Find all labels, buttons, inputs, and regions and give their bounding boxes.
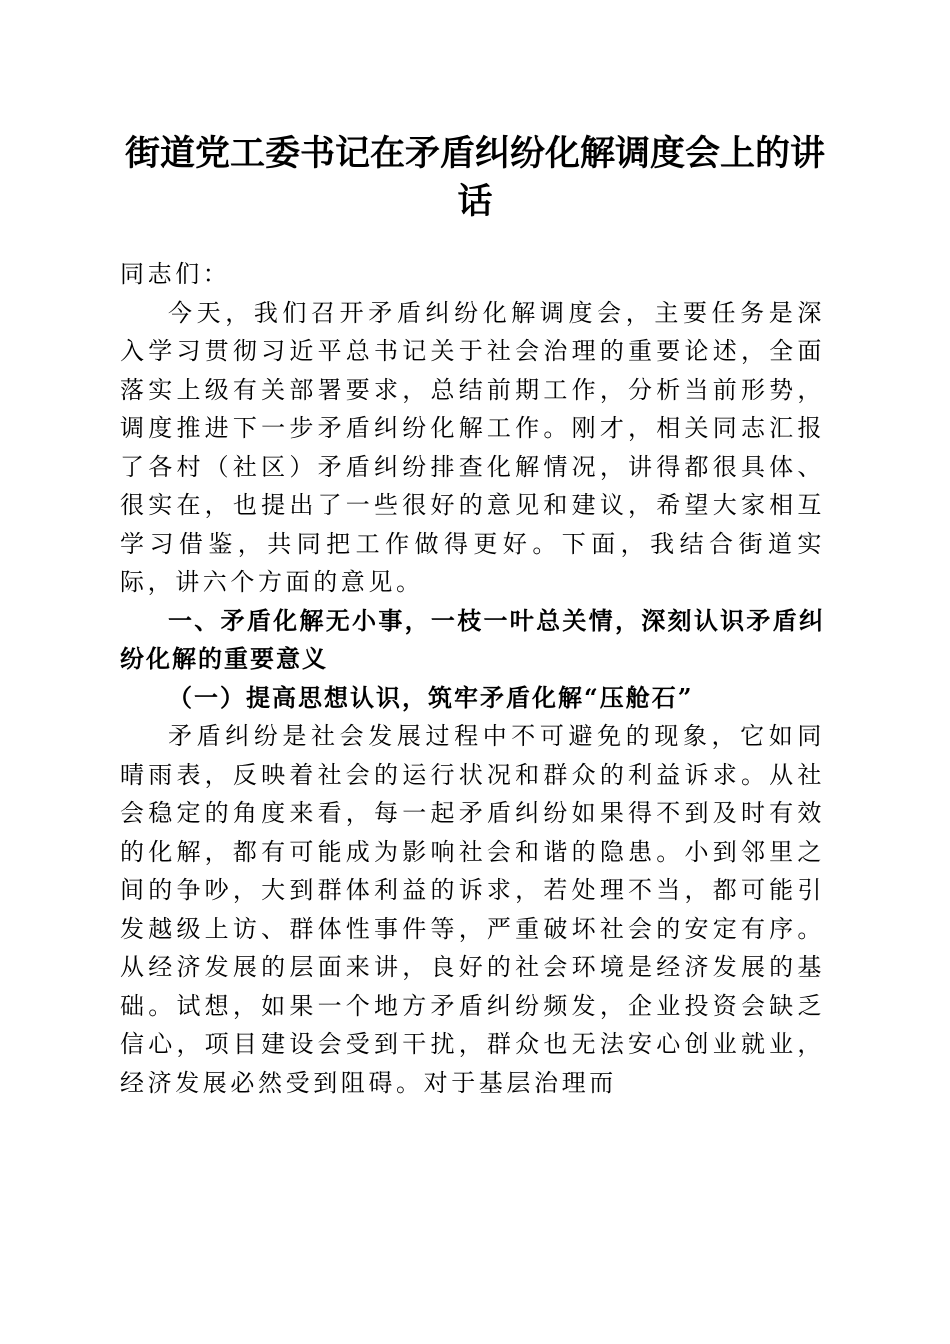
greeting: 同志们： xyxy=(120,260,231,288)
intro-paragraph: 今天，我们召开矛盾纠纷化解调度会，主要任务是深入学习贯彻习近平总书记关于社会治理的重要论述，全面落实上级有关部署要求，总结前期工作，分析当前形势，调度推进下一步矛盾纠纷化解工作。刚才，相关同志汇报了各村（社区）矛盾纠纷排查化解情况，讲得都很具体、很实在，也提出了一些很好的意见和建议，希望大家相互学习借鉴，共同把工作做得更好。下面，我结合街道实际，讲六个方面的意见。 xyxy=(120,298,825,596)
section-heading-1: 一、矛盾化解无小事，一枝一叶总关情，深刻认识矛盾纠纷化解的重要意义 xyxy=(120,606,825,673)
document-body xyxy=(120,255,825,1102)
document-title: 街道党工委书记在矛盾纠纷化解调度会上的讲话 xyxy=(124,133,825,222)
subsection-heading-1: （一）提高思想认识，筑牢矛盾化解“压舱石” xyxy=(168,682,694,712)
subsection-paragraph-1: 矛盾纠纷是社会发展过程中不可避免的现象，它如同晴雨表，反映着社会的运行状况和群众的利益诉求。从社会稳定的角度来看，每一起矛盾纠纷如果得不到及时有效的化解，都有可能成为影响社会和谐的隐患。小到邻里之间的争吵，大到群体利益的诉求，若处理不当，都可能引发越级上访、群体性事件等，严重破坏社会的安定有序。从经济发展的层面来讲，良好的社会环境是经济发展的基础。试想，如果一个地方矛盾纠纷频发，企业投资会缺乏信心，项目建设会受到干扰，群众也无法安心创业就业，经济发展必然受到阻碍。对于基层治理而 xyxy=(120,722,825,1097)
